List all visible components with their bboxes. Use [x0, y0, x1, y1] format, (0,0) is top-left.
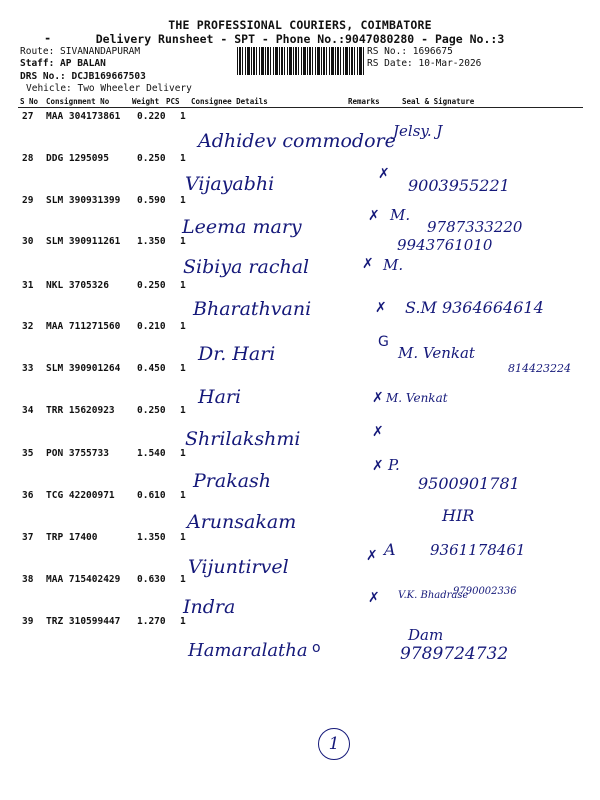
row-sno: 35 — [22, 448, 34, 459]
page-number-mark: 1 — [328, 734, 340, 754]
handwritten-consignee: Vijayabhi — [185, 173, 275, 195]
row-weight: 0.610 — [137, 490, 166, 501]
handwritten-phone: 9500901781 — [418, 474, 520, 493]
table-row — [0, 195, 600, 209]
drs-number: DRS No.: DCJB169667503 — [20, 71, 146, 82]
row-sno: 39 — [22, 616, 34, 627]
row-weight: 0.250 — [137, 153, 166, 164]
handwritten-consignee: Leema mary — [182, 216, 302, 238]
remark-cross-icon: ✗ — [372, 458, 384, 474]
row-weight: 1.270 — [137, 616, 166, 627]
handwritten-consignee: Hamaralatha — [188, 640, 308, 661]
row-sno: 28 — [22, 153, 34, 164]
row-weight: 0.450 — [137, 363, 166, 374]
row-consignment: DDG 1295095 — [46, 153, 109, 164]
table-row — [0, 236, 600, 250]
row-sno: 38 — [22, 574, 34, 585]
row-weight: 0.250 — [137, 405, 166, 416]
row-consignment: TRR 15620923 — [46, 405, 115, 416]
row-weight: 0.250 — [137, 280, 166, 291]
handwritten-consignee: Sibiya rachal — [183, 256, 310, 278]
row-weight: 1.350 — [137, 532, 166, 543]
row-consignment: SLM 390911261 — [46, 236, 121, 247]
row-consignment: MAA 711271560 — [46, 321, 121, 332]
row-consignment: TCG 42200971 — [46, 490, 115, 501]
row-sno: 34 — [22, 405, 34, 416]
row-consignment: TRP 17400 — [46, 532, 98, 543]
row-pcs: 1 — [180, 574, 186, 585]
handwritten-signature: M. — [390, 206, 411, 224]
remark-cross-icon: ✗ — [378, 166, 390, 182]
barcode — [237, 47, 364, 75]
row-weight: 1.540 — [137, 448, 166, 459]
row-pcs: 1 — [180, 405, 186, 416]
vehicle-line: Vehicle: Two Wheeler Delivery — [26, 83, 192, 94]
handwritten-signature: M. — [383, 256, 404, 274]
row-sno: 29 — [22, 195, 34, 206]
table-row — [0, 448, 600, 462]
row-pcs: 1 — [180, 490, 186, 501]
handwritten-signature: M. Venkat — [386, 391, 448, 405]
row-consignment: SLM 390901264 — [46, 363, 121, 374]
company-name: THE PROFESSIONAL COURIERS, COIMBATORE — [168, 18, 432, 32]
row-pcs: 1 — [180, 195, 186, 206]
handwritten-consignee: Bharathvani — [193, 298, 312, 320]
remark-circle-icon: o — [312, 640, 321, 656]
row-consignment: TRZ 310599447 — [46, 616, 121, 627]
row-sno: 32 — [22, 321, 34, 332]
row-sno: 30 — [22, 236, 34, 247]
row-pcs: 1 — [180, 363, 186, 374]
table-row — [0, 111, 600, 125]
handwritten-signature: V.K. Bhadrase — [398, 590, 469, 601]
rs-date: RS Date: 10-Mar-2026 — [367, 58, 482, 69]
col-pcs: PCS — [166, 97, 180, 106]
col-consignment: Consignment No — [46, 97, 110, 106]
row-weight: 0.630 — [137, 574, 166, 585]
row-pcs: 1 — [180, 616, 186, 627]
row-consignment: MAA 304173861 — [46, 111, 121, 122]
remark-cross-icon: ✗ — [368, 590, 380, 606]
remark-cross-icon: ✗ — [366, 548, 378, 564]
row-consignment: NKL 3705326 — [46, 280, 109, 291]
remark-cross-icon: ✗ — [375, 300, 387, 316]
table-row — [0, 280, 600, 294]
remark-cross-icon: ✗ — [368, 208, 380, 224]
handwritten-signature: S.M 9364664614 — [405, 298, 544, 317]
handwritten-consignee: Adhidev commodore — [198, 130, 396, 152]
runsheet-title: Delivery Runsheet - SPT - Phone No.:9047080280 - Page No.:3 — [95, 32, 505, 46]
handwritten-consignee: Hari — [198, 386, 242, 408]
col-weight: Weight — [132, 97, 160, 106]
handwritten-phone: 9787333220 — [427, 218, 523, 236]
row-pcs: 1 — [180, 111, 186, 122]
row-sno: 37 — [22, 532, 34, 543]
handwritten-phone: 9790002336 — [453, 586, 517, 597]
row-sno: 33 — [22, 363, 34, 374]
remark-mark-icon: G — [378, 334, 389, 350]
remark-cross-icon: ✗ — [372, 424, 384, 440]
table-row — [0, 321, 600, 335]
handwritten-signature: A — [384, 540, 396, 559]
row-weight: 1.350 — [137, 236, 166, 247]
row-pcs: 1 — [180, 236, 186, 247]
row-pcs: 1 — [180, 280, 186, 291]
handwritten-signature: Jelsy. J — [393, 122, 443, 140]
row-pcs: 1 — [180, 532, 186, 543]
table-row — [0, 616, 600, 630]
handwritten-consignee: Arunsakam — [187, 511, 297, 533]
handwritten-consignee: Indra — [183, 596, 236, 618]
row-weight: 0.210 — [137, 321, 166, 332]
row-consignment: SLM 390931399 — [46, 195, 121, 206]
handwritten-signature: HIR — [442, 506, 475, 525]
handwritten-signature: P. — [388, 456, 400, 474]
row-consignment: MAA 715402429 — [46, 574, 121, 585]
header-dash: - — [44, 31, 52, 45]
handwritten-consignee: Shrilakshmi — [185, 428, 301, 450]
row-weight: 0.590 — [137, 195, 166, 206]
col-remarks: Remarks — [348, 97, 380, 106]
handwritten-consignee: Prakash — [193, 470, 272, 492]
handwritten-phone: 9943761010 — [397, 236, 493, 254]
row-pcs: 1 — [180, 448, 186, 459]
col-seal: Seal & Signature — [402, 97, 475, 106]
handwritten-signature: M. Venkat — [398, 344, 475, 362]
row-sno: 27 — [22, 111, 34, 122]
route-line: Route: SIVANANDAPURAM — [20, 46, 141, 57]
table-row — [0, 405, 600, 419]
row-pcs: 1 — [180, 321, 186, 332]
row-consignment: PON 3755733 — [46, 448, 109, 459]
page-number-circle — [318, 728, 350, 760]
staff-line: Staff: AP BALAN — [20, 58, 106, 69]
row-weight: 0.220 — [137, 111, 166, 122]
header-rule — [18, 107, 583, 108]
row-sno: 31 — [22, 280, 34, 291]
col-sno: S No — [20, 97, 39, 106]
col-consignee: Consignee Details — [191, 97, 268, 106]
remark-cross-icon: ✗ — [372, 390, 384, 406]
handwritten-consignee: Dr. Hari — [198, 343, 276, 365]
handwritten-phone: 9003955221 — [408, 176, 510, 195]
row-sno: 36 — [22, 490, 34, 501]
handwritten-phone: 9789724732 — [400, 644, 509, 664]
rs-number: RS No.: 1696675 — [367, 46, 453, 57]
handwritten-phone: 814423224 — [508, 362, 571, 375]
handwritten-phone: 9361178461 — [430, 541, 526, 559]
handwritten-signature: Dam — [408, 626, 444, 644]
handwritten-consignee: Vijuntirvel — [188, 556, 289, 578]
remark-cross-icon: ✗ — [362, 256, 374, 272]
table-row — [0, 153, 600, 167]
row-pcs: 1 — [180, 153, 186, 164]
